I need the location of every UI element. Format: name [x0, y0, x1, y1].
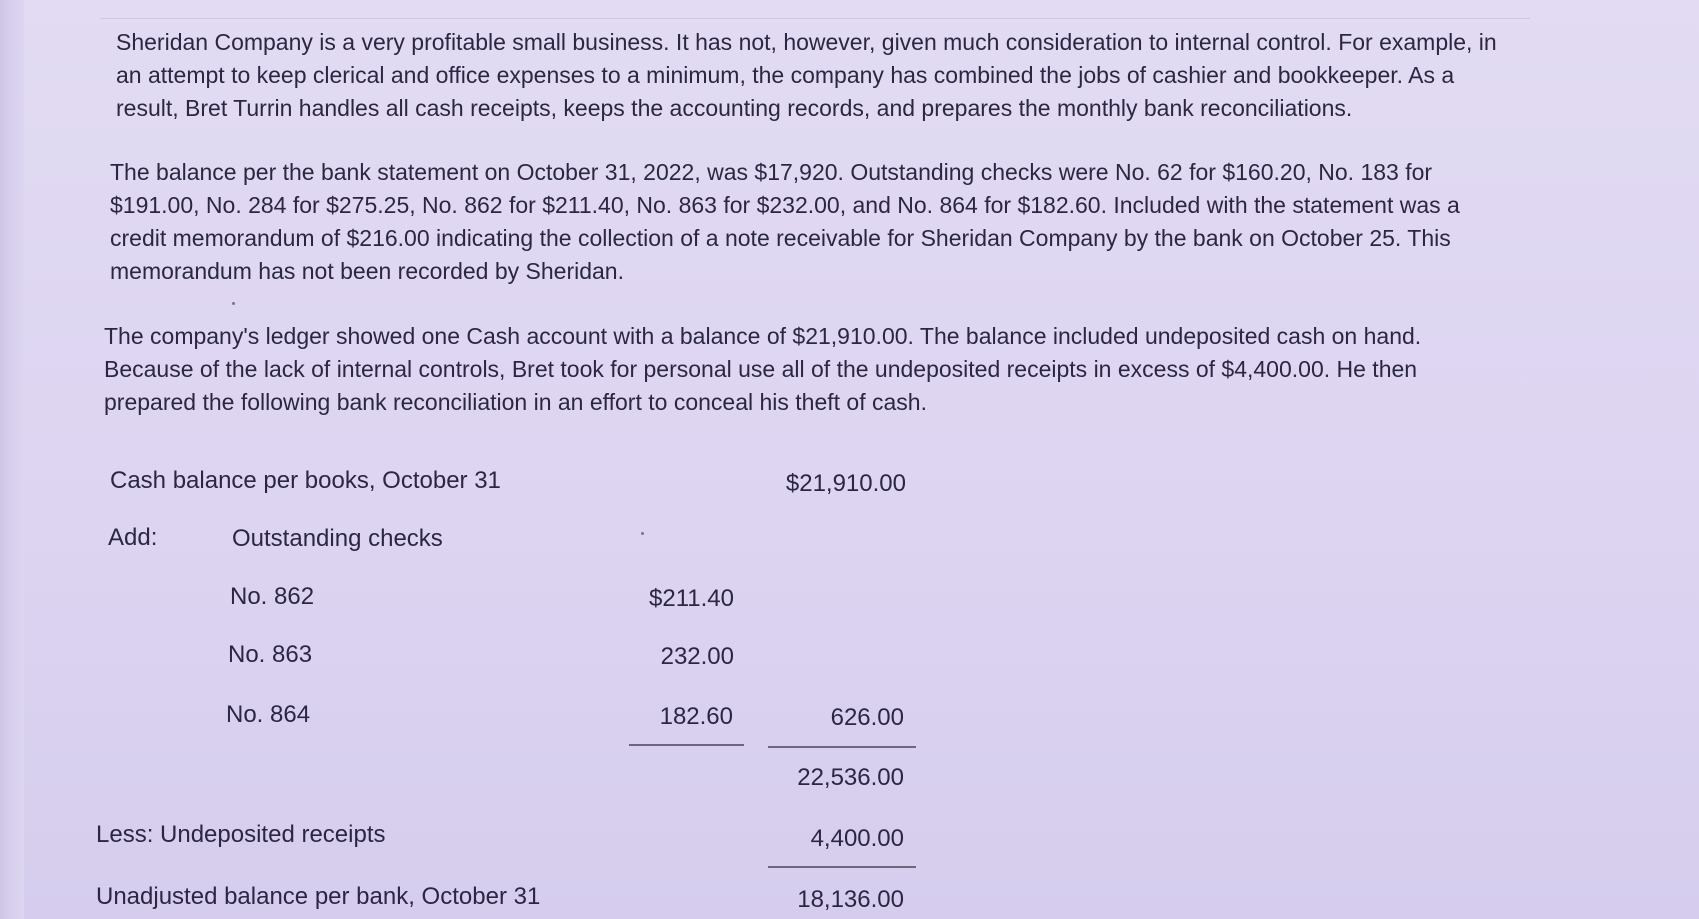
check-amount: $211.40	[649, 585, 734, 612]
unadjusted-balance-label: Unadjusted balance per bank, October 31	[96, 883, 541, 910]
paragraph-bank-statement: The balance per the bank statement on October 31, 2022, was $17,920. Outstanding checks were No. 62 for $160.20, No. 183 for $191.00, No. 284 for $275.25, No. 862 for $211.40, No. 863 for $232.00, and No. 864 for $182.60. Included with the statement was a credit memorandum of $216.00 indicating the collection of a note receivable for Sheridan Company by the bank on October 25. This memorandum has not been recorded by Sheridan.	[110, 159, 1460, 284]
check-amount: 182.60	[659, 703, 733, 730]
subtotal-value: 22,536.00	[797, 764, 904, 791]
unadjusted-balance-value: 18,136.00	[797, 886, 904, 913]
final-rule	[768, 866, 916, 868]
screen-edge	[0, 0, 24, 919]
check-label: No. 864	[226, 701, 311, 728]
check-label: No. 862	[230, 583, 315, 610]
top-divider	[100, 18, 1530, 19]
stray-dot	[232, 302, 235, 305]
paragraph-ledger: The company's ledger showed one Cash account with a balance of $21,910.00. The balance included undeposited cash on hand. Because of the lack of internal controls, Bret took for personal use all of the undeposited receipts in excess of $4,400.00. He then prepared the following bank reconciliation in an effort to conceal his theft of cash.	[104, 323, 1422, 415]
check-amount: 232.00	[660, 643, 734, 670]
cash-balance-value: $21,910.00	[785, 470, 906, 497]
total-rule	[768, 746, 916, 748]
cash-balance-label: Cash balance per books, October 31	[110, 467, 501, 494]
stray-dot	[641, 532, 644, 535]
less-undeposited-label: Less: Undeposited receipts	[96, 821, 386, 848]
check-label: No. 863	[228, 641, 313, 668]
paragraph-intro: Sheridan Company is a very profitable small business. It has not, however, given much consideration to internal control. For example, in an attempt to keep clerical and office expenses to a minimum, the company has combined the jobs of cashier and bookkeeper. As a result, Bret Turrin handles all cash receipts, keeps the accounting records, and prepares the monthly bank reconciliations.	[116, 29, 1497, 121]
add-label: Add:	[108, 524, 158, 551]
undeposited-value: 4,400.00	[810, 825, 904, 852]
checks-total: 626.00	[830, 704, 904, 731]
outstanding-checks-label: Outstanding checks	[232, 525, 443, 552]
subtotal-rule	[629, 744, 744, 746]
